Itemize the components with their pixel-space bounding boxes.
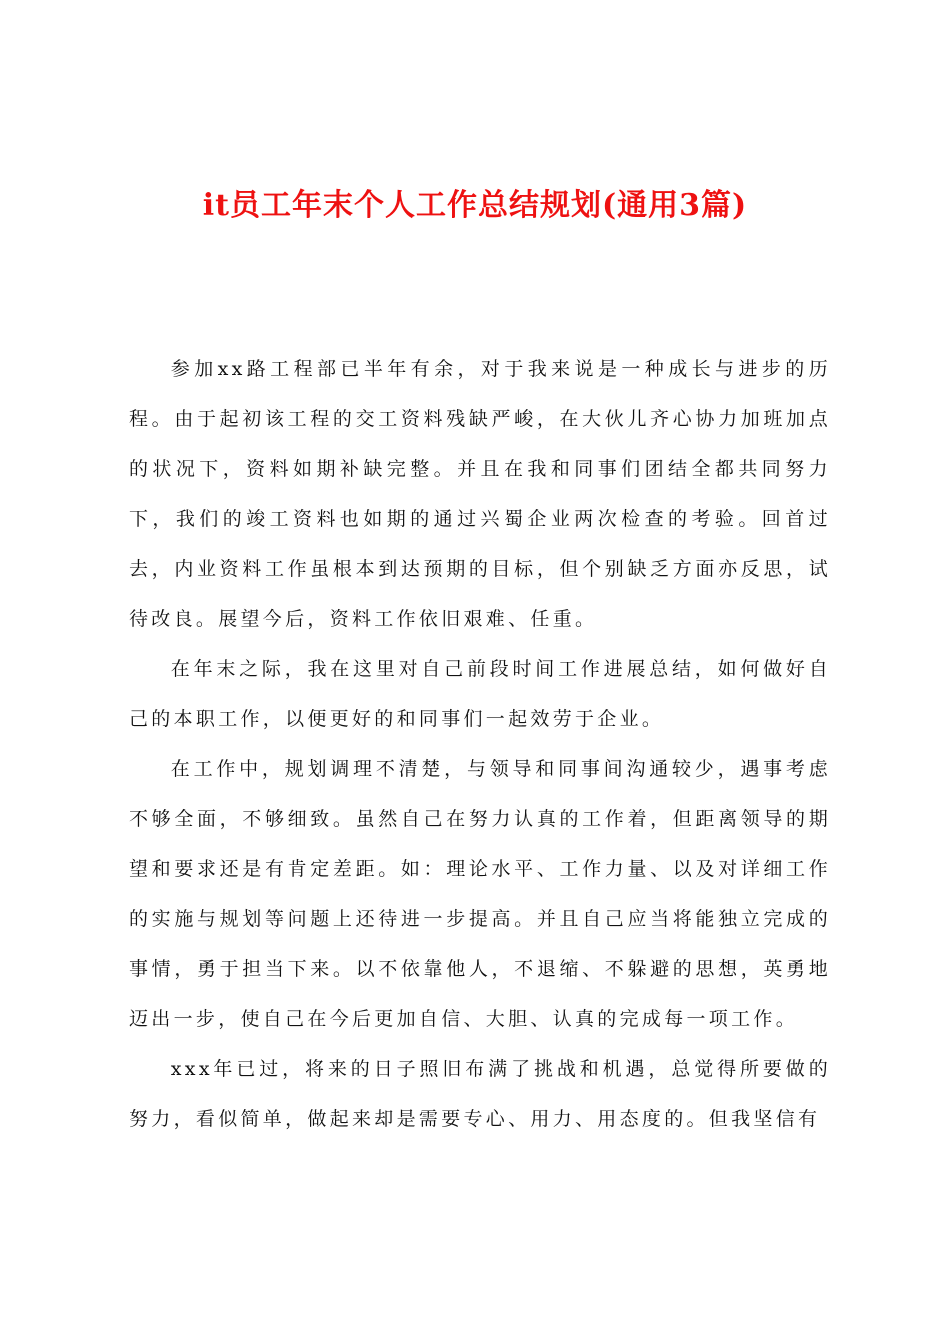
- paragraph-3: 在工作中，规划调理不清楚，与领导和同事间沟通较少，遇事考虑不够全面，不够细致。虽然自己在努力认真的工作着，但距离领导的期望和要求还是有肯定差距。如：理论水平、工作力量、以及对详细工作的实施与规划等问题上还待进一步提高。并且自己应当将能独立完成的事情，勇于担当下来。以不依靠他人，不退缩、不躲避的思想，英勇地迈出一步，使自己在今后更加自信、大胆、认真的完成每一项工作。: [129, 758, 831, 1030]
- document-body: [129, 344, 831, 1144]
- document-title: it员工年末个人工作总结规划(通用3篇): [202, 188, 748, 223]
- paragraph-4: xxx年已过，将来的日子照旧布满了挑战和机遇，总觉得所要做的努力，看似简单，做起来却是需要专心、用力、用态度的。但我坚信有: [129, 1058, 831, 1130]
- paragraph-2: 在年末之际，我在这里对自己前段时间工作进展总结，如何做好自己的本职工作，以便更好的和同事们一起效劳于企业。: [129, 658, 831, 730]
- paragraph-1: 参加xx路工程部已半年有余，对于我来说是一种成长与进步的历程。由于起初该工程的交工资料残缺严峻，在大伙儿齐心协力加班加点的状况下，资料如期补缺完整。并且在我和同事们团结全都共同努力下，我们的竣工资料也如期的通过兴蜀企业两次检查的考验。回首过去，内业资料工作虽根本到达预期的目标，但个别缺乏方面亦反思，试待改良。展望今后，资料工作依旧艰难、任重。: [129, 358, 831, 630]
